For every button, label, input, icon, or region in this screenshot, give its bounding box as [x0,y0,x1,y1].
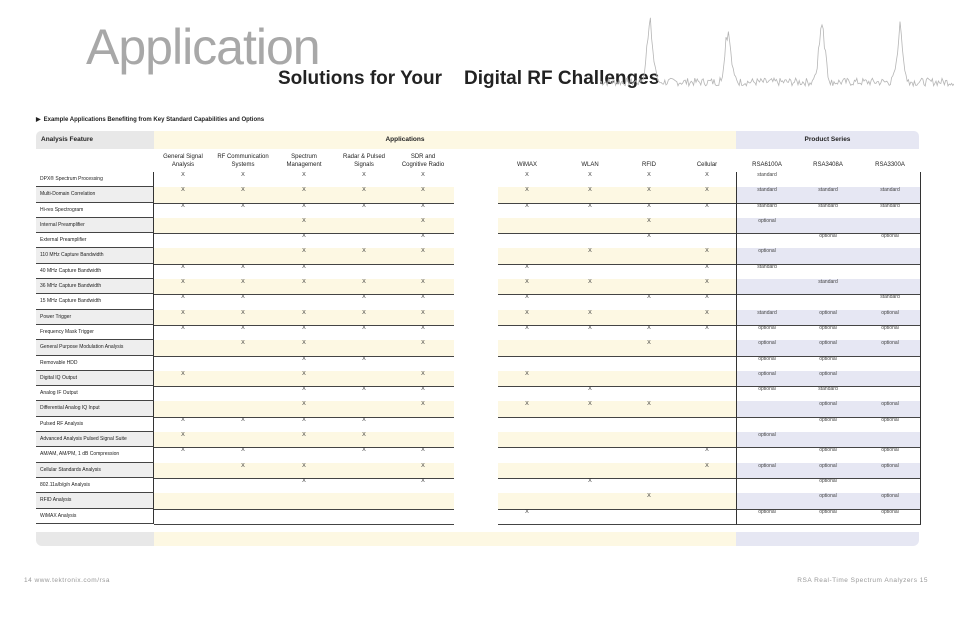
table-footer-products [736,532,919,546]
product-availability: optional [881,462,899,469]
application-mark: X [362,187,366,194]
application-mark: X [705,294,709,301]
feature-table [36,172,919,524]
application-mark: X [302,217,306,224]
subtitle-part-2: Digital RF Challenges [463,68,660,89]
row-feature-label: Analog IF Output [36,386,154,401]
application-mark: X [181,432,185,439]
application-mark: X [705,447,709,454]
table-row [36,172,919,187]
application-mark: X [362,309,366,316]
application-mark: X [302,340,306,347]
product-availability: standard [880,202,900,209]
product-availability: standard [757,202,777,209]
application-mark: X [705,248,709,255]
column-header [492,161,562,169]
application-mark: X [181,187,185,194]
column-header-line: Cellular [696,162,718,168]
product-availability: optional [758,432,776,439]
table-footer-feature [36,532,154,546]
product-availability: optional [758,324,776,331]
application-mark: X [705,324,709,331]
row-band [498,233,736,249]
row-feature-label: Multi-Domain Correlation [36,187,154,202]
application-mark: X [362,248,366,255]
application-mark: X [588,279,592,286]
row-feature-label: Pulsed RF Analysis [36,417,154,432]
application-mark: X [421,187,425,194]
row-feature-label: WiMAX Analysis [36,509,154,524]
application-mark: X [421,248,425,255]
application-mark: X [421,217,425,224]
column-header-line: Management [286,162,322,168]
application-mark: X [241,187,245,194]
column-header-line: Systems [231,162,255,168]
application-mark: X [525,401,529,408]
table-row [36,294,919,309]
application-mark: X [705,187,709,194]
table-row [36,478,919,493]
product-availability: optional [881,340,899,347]
application-mark: X [525,324,529,331]
product-availability: optional [819,493,837,500]
application-mark: X [421,294,425,301]
product-availability: standard [757,309,777,316]
row-band [498,356,736,372]
product-availability: standard [818,279,838,286]
application-mark: X [302,401,306,408]
product-availability: optional [758,462,776,469]
table-row [36,325,919,340]
table-row [36,203,919,218]
column-header-line: Signals [354,162,374,168]
product-availability: optional [819,462,837,469]
column-header-line: Analysis [171,162,195,168]
application-mark: X [421,401,425,408]
table-row [36,371,919,386]
table-row [36,218,919,233]
application-mark: X [181,370,185,377]
product-availability: standard [757,263,777,270]
table-row [36,233,919,248]
row-band [498,340,736,356]
section-heading-text: Example Applications Benefiting from Key Standard Capabilities and Options [43,117,265,123]
application-mark: X [181,172,185,178]
application-mark: X [181,324,185,331]
spectrum-trace-graphic [600,8,954,94]
application-mark: X [705,172,709,178]
row-band [498,493,736,509]
table-row [36,356,919,371]
column-header-line: Radar & Pulsed [342,154,386,160]
table-row [36,417,919,432]
row-feature-label: RFID Analysis [36,493,154,508]
product-availability: optional [881,309,899,316]
row-feature-label: AM/AM, AM/PM, 1 dB Compression [36,447,154,462]
application-mark: X [362,279,366,286]
application-mark: X [302,370,306,377]
product-availability: optional [881,508,899,515]
application-mark: X [647,217,651,224]
application-mark: X [362,294,366,301]
product-availability: optional [819,340,837,347]
application-mark: X [525,294,529,301]
column-header-line: SDR and [410,154,436,160]
application-mark: X [525,187,529,194]
application-mark: X [302,355,306,362]
row-feature-label: Cellular Standards Analysis [36,463,154,478]
product-availability: standard [818,187,838,194]
application-mark: X [241,202,245,209]
table-row [36,340,919,355]
product-availability: standard [880,294,900,301]
product-availability: optional [758,217,776,224]
header-product-series: Product Series [736,131,919,149]
row-feature-label: Digital IQ Output [36,371,154,386]
application-mark: X [362,355,366,362]
application-mark: X [647,324,651,331]
product-availability: optional [819,324,837,331]
application-mark: X [647,202,651,209]
application-mark: X [362,432,366,439]
table-row [36,310,919,325]
table-row [36,509,919,524]
application-mark: X [181,263,185,270]
application-mark: X [241,340,245,347]
product-header: RSA3408A [813,162,843,168]
application-mark: X [588,477,592,484]
application-mark: X [362,386,366,393]
column-header-line: General Signal [163,154,203,160]
application-mark: X [588,324,592,331]
header-applications: Applications [154,131,736,149]
application-mark: X [525,202,529,209]
column-header-line: RFID [642,162,656,168]
column-header-line: RF Communication [217,154,269,160]
application-mark: X [421,386,425,393]
application-mark: X [241,416,245,423]
application-mark: X [302,279,306,286]
application-mark: X [302,386,306,393]
application-mark: X [588,172,592,178]
application-mark: X [525,370,529,377]
product-availability: optional [758,248,776,255]
application-mark: X [362,416,366,423]
application-mark: X [421,233,425,240]
product-availability: optional [819,309,837,316]
product-availability: optional [881,233,899,240]
application-mark: X [181,279,185,286]
application-mark: X [647,493,651,500]
application-mark: X [302,172,306,178]
footer-left: 14 www.tektronix.com/rsa [24,577,111,584]
application-mark: X [705,462,709,469]
row-feature-label: 802.11a/b/g/n Analysis [36,478,154,493]
table-row [36,401,919,416]
application-mark: X [421,202,425,209]
row-feature-label: Advanced Analysis Pulsed Signal Suite [36,432,154,447]
application-mark: X [647,187,651,194]
row-band [498,478,736,494]
table-row [36,279,919,294]
triangle-bullet-icon: ▶ [36,117,41,123]
product-availability: optional [819,233,837,240]
product-availability: optional [881,447,899,454]
application-mark: X [421,370,425,377]
application-mark: X [525,279,529,286]
application-mark: X [181,447,185,454]
application-mark: X [421,462,425,469]
application-mark: X [705,279,709,286]
product-availability: optional [758,340,776,347]
row-band [498,386,736,402]
product-availability: optional [758,355,776,362]
row-band [154,509,454,525]
table-row [36,187,919,202]
row-feature-label: Power Trigger [36,310,154,325]
application-mark: X [421,172,425,178]
application-mark: X [241,279,245,286]
product-availability: optional [819,477,837,484]
row-feature-label: External Preamplifier [36,233,154,248]
table-row [36,463,919,478]
row-band [498,218,736,234]
subtitle-part-1: Solutions for Your [278,68,442,89]
row-feature-label: 15 MHz Capture Bandwidth [36,294,154,309]
application-mark: X [588,386,592,393]
application-mark: X [647,233,651,240]
application-mark: X [525,263,529,270]
application-mark: X [525,309,529,316]
application-mark: X [588,309,592,316]
row-band [498,432,736,448]
application-mark: X [421,279,425,286]
application-mark: X [705,202,709,209]
application-mark: X [241,309,245,316]
product-header: RSA6100A [752,162,782,168]
row-feature-label: 40 MHz Capture Bandwidth [36,264,154,279]
product-availability: standard [880,187,900,194]
row-feature-label: 36 MHz Capture Bandwidth [36,279,154,294]
product-availability: optional [819,355,837,362]
application-mark: X [302,233,306,240]
application-mark: X [302,309,306,316]
page-title: Application [86,19,320,75]
column-header-line: Cognitive Radio [401,162,445,168]
product-availability: optional [819,447,837,454]
application-mark: X [241,263,245,270]
application-mark: X [241,462,245,469]
application-mark: X [647,340,651,347]
application-mark: X [302,248,306,255]
application-mark: X [705,263,709,270]
header-analysis-feature: Analysis Feature [36,131,154,149]
application-mark: X [302,477,306,484]
product-availability: optional [819,370,837,377]
product-availability: optional [881,493,899,500]
application-mark: X [647,294,651,301]
footer-right: RSA Real-Time Spectrum Analyzers 15 [797,577,928,584]
application-mark: X [181,416,185,423]
row-band [154,493,454,509]
application-mark: X [421,309,425,316]
application-mark: X [588,187,592,194]
product-availability: optional [881,401,899,408]
application-mark: X [241,324,245,331]
application-mark: X [525,172,529,178]
column-header-line: WiMAX [517,162,537,168]
row-feature-label: Internal Preamplifier [36,218,154,233]
application-mark: X [705,309,709,316]
application-mark: X [421,324,425,331]
product-availability: optional [881,324,899,331]
application-mark: X [302,432,306,439]
application-mark: X [241,294,245,301]
application-mark: X [181,309,185,316]
table-row [36,248,919,263]
application-mark: X [241,172,245,178]
application-mark: X [302,202,306,209]
application-mark: X [588,202,592,209]
row-feature-label: Removable HDD [36,356,154,371]
column-header [388,153,458,169]
product-availability: standard [818,202,838,209]
row-band [498,417,736,433]
row-feature-label: 110 MHz Capture Bandwidth [36,248,154,263]
application-mark: X [362,447,366,454]
application-mark: X [647,172,651,178]
table-row [36,493,919,508]
table-row [36,432,919,447]
table-row [36,386,919,401]
column-header-line: WLAN [581,162,599,168]
application-mark: X [421,447,425,454]
product-availability: optional [881,416,899,423]
application-mark: X [362,172,366,178]
application-mark: X [302,187,306,194]
row-feature-label: Differential Analog IQ Input [36,401,154,416]
application-mark: X [588,248,592,255]
application-mark: X [588,401,592,408]
application-mark: X [302,324,306,331]
application-mark: X [525,508,529,515]
application-mark: X [362,202,366,209]
row-feature-label: General Purpose Modulation Analysis [36,340,154,355]
product-availability: optional [819,508,837,515]
application-mark: X [302,462,306,469]
product-header: RSA3300A [875,162,905,168]
table-row [36,447,919,462]
column-header-line: Spectrum [291,154,317,160]
product-availability: standard [757,187,777,194]
row-feature-label: DPX® Spectrum Processing [36,172,154,187]
product-availability: optional [758,370,776,377]
product-availability: standard [818,386,838,393]
application-mark: X [362,324,366,331]
application-mark: X [302,263,306,270]
application-mark: X [647,401,651,408]
application-mark: X [181,294,185,301]
product-availability: optional [758,508,776,515]
product-availability: standard [757,172,777,178]
product-availability: optional [819,401,837,408]
application-mark: X [421,477,425,484]
row-feature-label: Frequency Mask Trigger [36,325,154,340]
column-header [208,153,278,169]
table-row [36,264,919,279]
section-heading [36,116,264,123]
row-feature-label: Hi-res Spectrogram [36,203,154,218]
application-mark: X [181,202,185,209]
table-footer-applications [154,532,736,546]
product-availability: optional [819,416,837,423]
application-mark: X [421,340,425,347]
application-mark: X [241,447,245,454]
application-mark: X [302,416,306,423]
product-availability: optional [758,386,776,393]
